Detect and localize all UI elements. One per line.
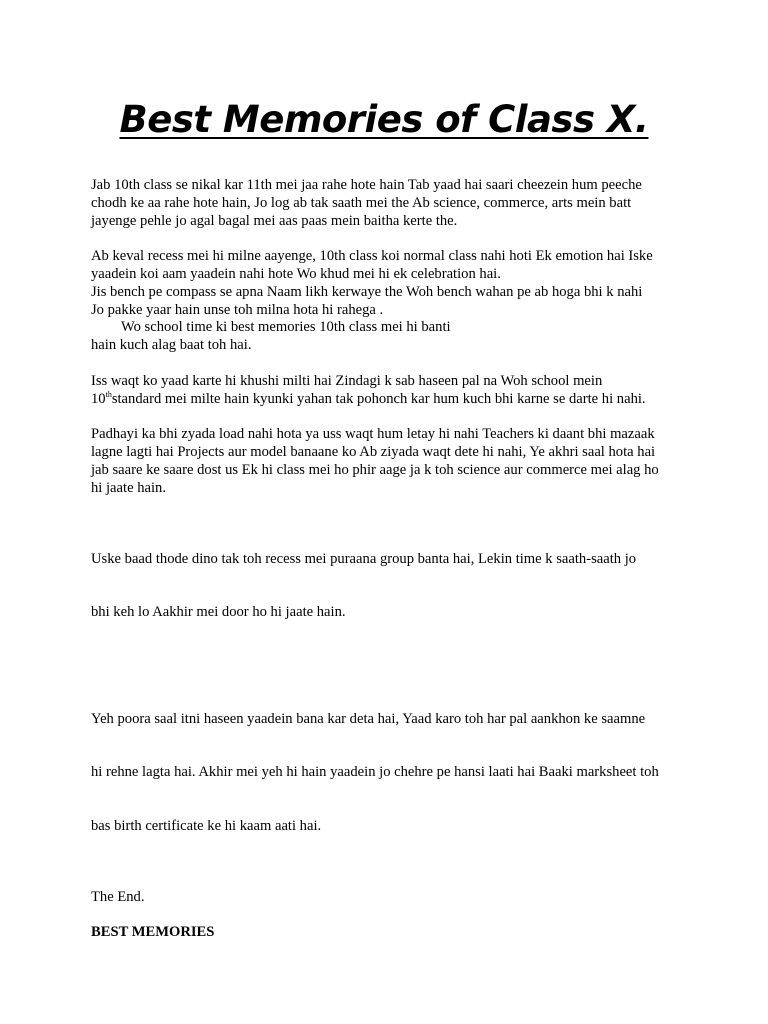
paragraph-2 bbox=[91, 248, 681, 355]
text-line: chodh ke aa rahe hote hain, Jo log ab tak saath mei the Ab science, commerce, arts mein batt bbox=[91, 194, 632, 211]
ordinal-number: 10 bbox=[91, 390, 106, 407]
paragraph-4 bbox=[91, 426, 681, 497]
text-line: Jab 10th class se nikal kar 11th mei jaa rahe hote hain Tab yaad hai saari cheezein hum peeche bbox=[91, 177, 642, 193]
text-line: hi rehne lagta hai. Akhir mei yeh hi hain yaadein jo chehre pe hansi laati hai Baaki marksheet toh bbox=[91, 764, 659, 781]
text-line: yaadein koi aam yaadein nahi hote Wo khud mei hi ek celebration hai. bbox=[91, 265, 501, 282]
footer-heading: BEST MEMORIES bbox=[91, 924, 215, 941]
the-end-text: The End. bbox=[91, 888, 145, 905]
paragraph-5 bbox=[91, 515, 681, 657]
text-line: bhi keh lo Aakhir mei door ho hi jaate hain. bbox=[91, 604, 346, 621]
text-line: hi jaate hain. bbox=[91, 479, 166, 496]
text-line: lagne lagti hai Projects aur model banaane ko Ab ziyada waqt dete hi nahi, Ye akhri saal hota hai bbox=[91, 443, 656, 460]
text-line: bas birth certificate ke hi kaam aati hai. bbox=[91, 817, 322, 834]
text-line-indented: Wo school time ki best memories 10th class mei hi banti bbox=[121, 319, 451, 336]
text-line-rest: standard mei milte hain kyunki yahan tak pohonch kar hum kuch bhi karne se darte hi nahi. bbox=[111, 390, 646, 407]
text-line-with-superscript bbox=[91, 391, 681, 409]
text-line: hain kuch alag baat toh hai. bbox=[91, 337, 252, 354]
text-line: jab saare ke saare dost us Ek hi class mei ho phir aage ja k toh science aur commerce mei alag ho bbox=[91, 461, 659, 478]
text-line: Ab keval recess mei hi milne aayenge, 10th class koi normal class nahi hoti Ek emotion hai Iske bbox=[91, 248, 653, 265]
text-line: jayenge pehle jo agal bagal mei aas paas mein baitha kerte the. bbox=[91, 212, 458, 229]
text-line: Yeh poora saal itni haseen yaadein bana kar deta hai, Yaad karo toh har pal aankhon ke saamne bbox=[91, 710, 646, 727]
text-line: Jo pakke yaar hain unse toh milna hota hi rahega . bbox=[91, 301, 384, 318]
text-line: Uske baad thode dino tak toh recess mei puraana group banta hai, Lekin time k saath-saath jo bbox=[91, 550, 637, 567]
paragraph-3 bbox=[91, 373, 681, 409]
document-body bbox=[91, 177, 681, 960]
paragraph-6 bbox=[91, 675, 681, 871]
document-title-wrap bbox=[0, 98, 768, 141]
text-line: Jis bench pe compass se apna Naam likh kerwaye the Woh bench wahan pe ab hoga bhi k nahi bbox=[91, 283, 643, 300]
ordinal-suffix: th bbox=[105, 389, 112, 399]
text-line: Padhayi ka bhi zyada load nahi hota ya uss waqt hum letay hi nahi Teachers ki daant bhi mazaak bbox=[91, 426, 655, 443]
document-title: Best Memories of Class X. bbox=[119, 98, 649, 141]
paragraph-1 bbox=[91, 177, 681, 230]
text-line: Iss waqt ko yaad karte hi khushi milti hai Zindagi k sab haseen pal na Woh school mein bbox=[91, 372, 603, 389]
